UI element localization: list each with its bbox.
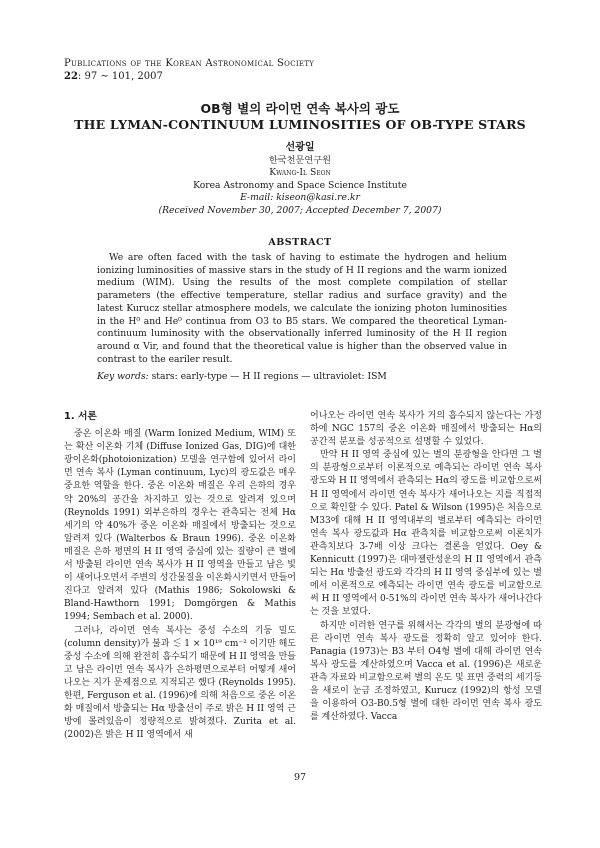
journal-name: Publications of the Korean Astronomical Society [64,58,315,69]
right-column [310,410,542,724]
keywords [97,371,507,384]
paragraph: 하지만 이러한 연구를 위해서는 각각의 별의 분광형에 따른 라이먼 연속 복사 광도를 정확히 알고 있어야 한다. Panagia (1973)는 B3 부터 O4형 별에 대해 라이먼 연속 복사 광도를 계산하였으며 Vacca et al. (1996)은 새로운 관측 자료와 비교함으로써 별의 온도 및 표면 중력의 세기등을 새로이 눈금 조정하였고, Kurucz (1992)의 항성 모델을 이용하여 O3-B0.5형 별에 대한 라이먼 연속 복사 광도를 계산하였다. Vacca [310,620,542,723]
journal-header [64,57,314,83]
section-heading-introduction: 1. 서론 [64,411,97,422]
author-korean-name: 선광일 [285,142,315,153]
paragraph: 중온 이온화 매질 (Warm Ionized Medium, WIM) 또는 확산 이온화 기체 (Diffuse Ionized Gas, DIG)에 대한 광이온화(photoionization) 모델을 연구함에 있어서 라이먼 연속 복사 (Lyman continuum, Lyc)의 광도값은 매우 중요한 역할을 한다. 중온 이온화 매질은 우리 은하의 경우 약 20%의 공간을 차지하고 있는 것으로 알려져 있으며 (Reynolds 1991) 외부은하의 경우는 관측되는 전체 Hα 세기의 약 40%가 중온 이온화 매질에서 방출되는 것으로 알려져 있다 (Walterbos & Braun 1996). 중온 이온화 매질은 은하 평면의 H II 영역 중심에 있는 질량이 큰 별에서 방출된 라이먼 연속 복사가 H II 영역을 만들고 남은 빛이 새어나오면서 주변의 성간물질을 이온화시키면서 만들어진다고 알려져 있다 (Mathis 1986; Sokolowski & Bland-Hawthorn 1991; Domgörgen & Mathis 1994; Sembach et al. 2000). [64,429,296,623]
title-korean: OB형 별의 라이먼 연속 복사의 광도 [200,101,400,116]
page-number: 97 [293,772,307,783]
author-korean-affiliation: 한국천문연구원 [268,154,332,166]
journal-volume: 22 [64,71,78,82]
received-dates: (Received November 30, 2007; Accepted December 7, 2007) [158,204,442,216]
title-english: THE LYMAN-CONTINUUM LUMINOSITIES OF OB-TYPE STARS [74,117,526,132]
title-block [0,101,600,133]
keywords-text: stars: early-type — H II regions — ultraviolet: ISM [151,371,387,382]
journal-volume-line [64,70,314,83]
journal-pages: : 97 ∼ 101, 2007 [77,71,163,82]
abstract-text: We are often faced with the task of having to estimate the hydrogen and helium ionizing luminosities of massive stars in the study of H II regions and the warm ionized medium (WIM). Using the results of the most complete compilation of stellar parameters (the effective temperature, stellar radius and surface gravity) and the latest Kurucz stellar atmosphere models, we calculate the ionizing photon luminosities in the H⁰ and He⁰ continua from O3 to B5 stars. We compared the theoretical Lyman-continuum luminosity with the observationally inferred luminosity of the H II region around α Vir, and found that the theoretical value is higher than the observed value in contrast to the eariler result. [97,252,507,365]
author-english-name: Kwang-Il Seon [269,167,331,179]
abstract-heading: ABSTRACT [268,237,332,248]
paragraph: 만약 H II 영역 중심에 있는 별의 분광형을 안다면 그 별의 분광형으로부터 이론적으로 예측되는 라이먼 연속 복사 광도와 H II 영역에서 관측되는 Hα의 광도를 비교함으로써 H II 영역에서 라이먼 연속 복사가 새어나오는 지를 직접적으로 확인할 수 있다. Patel & Wilson (1995)은 처음으로 M33에 대해 H II 영역내부의 별로부터 예측되는 라이먼 연속 복사 광도값과 Hα 관측치를 비교함으로써 이론치가 관측치보다 3-7배 이상 크다는 결론을 얻었다. Oey & Kennicutt (1997)은 대마젤란성운의 H II 영역에서 관측되는 Hα 방출선 광도와 각각의 H II 영역 중심부에 있는 별에서 이론적으로 예측되는 라이먼 연속 광도를 비교함으로써 H II 영역에서 0-51%의 라이먼 연속 복사가 새어나간다는 것을 보였다. [310,450,542,618]
keywords-label: Key words: [97,371,149,382]
left-column [64,410,296,742]
paragraph: 어나오는 라이먼 연속 복사가 거의 흡수되지 않는다는 가정하에 NGC 157의 중온 이온화 매질에서 방출되는 Hα의 공간적 분포를 성공적으로 설명할 수 있었다. [310,411,542,448]
author-english-affiliation: Korea Astronomy and Space Science Institute [193,179,407,191]
paragraph: 그러나, 라이먼 연속 복사는 중성 수소의 기둥 밀도 (column density)가 불과 ≲ 1 × 10¹⁹ cm⁻² 이기만 해도 중성 수소에 의해 완전히 흡수되기 때문에 H II 영역을 만들고 남은 라이먼 연속 복사가 은하평면으로부터 어떻게 새어나오는 지가 문제점으로 지적되곤 했다 (Reynolds 1995). 한편, Ferguson et al. (1996)에 의해 처음으로 중온 이온화 매질에서 방출되는 Hα 방출선이 주로 밝은 H II 영역 근방에 몰려있음이 정량적으로 밝혀졌다. Zurita et al. (2002)은 밝은 H II 영역에서 새 [64,625,296,741]
author-email: E-mail: kiseon@kasi.re.kr [240,192,360,204]
author-block [0,142,600,218]
